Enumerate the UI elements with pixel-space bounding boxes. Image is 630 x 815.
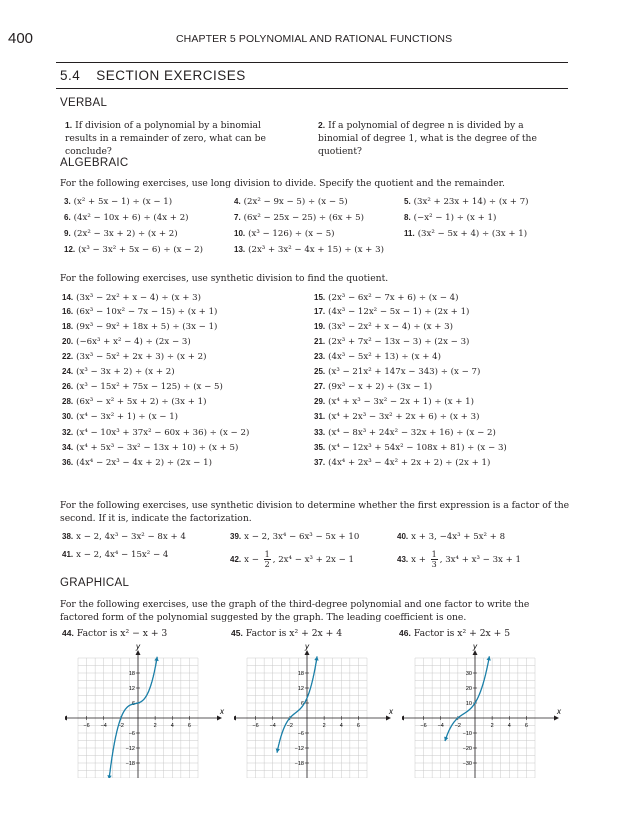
exercise-item (404, 213, 496, 223)
x-tick-label: 4 (170, 723, 174, 729)
exercise-expression: x + 3, −4x³ + 5x² + 8 (411, 532, 506, 542)
exercise-number: 41. (62, 550, 74, 559)
exercise-item (234, 229, 335, 239)
exercise-number: 37. (314, 458, 326, 467)
exercise-expression: , 2x⁴ − x³ + 2x − 1 (272, 555, 355, 565)
graph-factor-text: Factor is x² − x + 3 (76, 628, 168, 639)
exercise-item (62, 337, 191, 347)
exercise-number: 21. (314, 337, 326, 346)
exercise-number: 24. (62, 367, 74, 376)
section-top-rule (56, 62, 568, 63)
exercise-number: 43. (397, 555, 409, 564)
x-tick-label: 2 (490, 723, 494, 729)
exercise-expression: (9x³ − 9x² + 18x + 5) ÷ (3x − 1) (76, 322, 218, 332)
y-tick-label: −18 (125, 761, 135, 767)
x-axis-arrow (554, 716, 559, 721)
y-axis-label: y (136, 643, 140, 651)
exercise-expression: (4x³ − 5x² + 13) ÷ (x + 4) (328, 352, 441, 362)
exercise-expression: x + (411, 555, 429, 565)
graphical-instructions: For the following exercises, use the graph of the third-degree polynomial and one factor to write the factored form of the polynomial suggested by the graph. The leading coefficient is one. (60, 599, 530, 623)
y-tick-label: 12 (297, 686, 304, 692)
exercise-number: 16. (62, 307, 74, 316)
y-tick-label: −18 (294, 761, 304, 767)
fraction (264, 550, 271, 569)
exercise-expression: x − (244, 555, 262, 565)
exercise-expression: (x³ − 3x² + 5x − 6) ÷ (x − 2) (78, 245, 204, 255)
x-tick-label: −6 (420, 723, 427, 729)
polynomial-curve (445, 656, 489, 741)
y-axis-label: y (305, 643, 309, 651)
x-tick-label: −2 (454, 723, 461, 729)
exercise-expression: x − 2, 3x⁴ − 6x³ − 5x + 10 (244, 532, 360, 542)
running-header (176, 33, 452, 45)
y-tick-label: 20 (465, 686, 472, 692)
x-axis-arrow-left (402, 716, 404, 721)
synthetic-division-instructions: For the following exercises, use synthetic division to find the quotient. (60, 273, 389, 284)
exercise-item (64, 213, 189, 223)
exercise-expression: (9x³ − x + 2) ÷ (3x − 1) (328, 382, 433, 392)
y-tick-label: −12 (125, 746, 135, 752)
exercise-item (234, 245, 384, 255)
fraction-numerator: 1 (264, 550, 270, 559)
exercise-item (62, 550, 168, 560)
exercise-expression: (−6x³ + x² − 4) ÷ (2x − 3) (76, 337, 191, 347)
exercise-expression: (2x³ − 6x² − 7x + 6) ÷ (x − 4) (328, 293, 459, 303)
exercise-item (397, 532, 505, 542)
graph-factor-text: Factor is x² + 2x + 4 (245, 628, 343, 639)
chapter-title: POLYNOMIAL AND RATIONAL FUNCTIONS (238, 33, 453, 45)
exercise-number: 7. (234, 213, 241, 222)
question-number: 2. (318, 120, 326, 130)
exercise-item (62, 412, 178, 422)
question-1 (65, 119, 285, 158)
exercise-item (62, 458, 212, 468)
exercise-number: 29. (314, 397, 326, 406)
exercise-expression: x − 2, 4x⁴ − 15x² − 4 (76, 550, 169, 560)
long-division-instructions: For the following exercises, use long division to divide. Specify the quotient and the remainder. (60, 178, 505, 189)
y-tick-label: 6 (300, 701, 304, 707)
exercise-item (62, 382, 223, 392)
graph-factor-text: Factor is x² + 2x + 5 (413, 628, 511, 639)
exercise-number: 20. (62, 337, 74, 346)
exercise-number: 4. (234, 197, 241, 206)
exercise-expression: (4x⁴ + 2x³ − 4x² + 2x + 2) ÷ (2x + 1) (328, 458, 491, 468)
cubic-graph (65, 643, 225, 778)
x-tick-label: 6 (524, 723, 528, 729)
x-axis-arrow-left (234, 716, 236, 721)
exercise-number: 34. (62, 443, 74, 452)
section-number: 5.4 (60, 68, 81, 83)
exercise-expression: (3x³ − 2x² + x − 4) ÷ (x + 3) (328, 322, 454, 332)
y-tick-label: 18 (297, 671, 304, 677)
graph-title (62, 628, 167, 639)
exercise-expression: (x³ − 15x² + 75x − 125) ÷ (x − 5) (76, 382, 223, 392)
exercise-item (62, 367, 175, 377)
exercise-expression: (3x² − 5x + 4) ÷ (3x + 1) (417, 229, 528, 239)
exercise-item (234, 197, 348, 207)
exercise-expression: (2x² − 3x + 2) ÷ (x + 2) (73, 229, 178, 239)
x-tick-label: −6 (252, 723, 259, 729)
x-tick-label: 4 (339, 723, 343, 729)
exercise-number: 36. (62, 458, 74, 467)
fraction-denominator: 3 (431, 560, 437, 569)
y-tick-label: 30 (465, 671, 472, 677)
question-text: If a polynomial of degree n is divided by a binomial of degree 1, what is the degree of the quotient? (318, 120, 537, 157)
x-tick-label: −2 (117, 723, 124, 729)
exercise-number: 8. (404, 213, 411, 222)
x-axis-arrow (217, 716, 222, 721)
exercise-item (62, 352, 206, 362)
exercise-expression: (x² + 5x − 1) ÷ (x − 1) (73, 197, 173, 207)
graphical-heading: GRAPHICAL (60, 577, 130, 589)
x-tick-label: −4 (100, 723, 107, 729)
exercise-item (314, 367, 480, 377)
exercise-number: 5. (404, 197, 411, 206)
exercise-number: 30. (62, 412, 74, 421)
exercise-expression: (2x³ + 7x² − 13x − 3) ÷ (2x − 3) (328, 337, 470, 347)
exercise-expression: (4x² − 10x + 6) ÷ (4x + 2) (73, 213, 189, 223)
exercise-expression: (4x⁴ − 2x³ − 4x + 2) ÷ (2x − 1) (76, 458, 212, 468)
exercise-expression: (6x³ − 10x² − 7x − 15) ÷ (x + 1) (76, 307, 218, 317)
exercise-number: 46. (399, 628, 411, 638)
exercise-expression: (x⁴ − 3x² + 1) ÷ (x − 1) (76, 412, 179, 422)
exercise-expression: (x³ − 21x² + 147x − 343) ÷ (x − 7) (328, 367, 481, 377)
exercise-item (314, 443, 507, 453)
exercise-item (64, 245, 203, 255)
section-title (60, 68, 246, 83)
y-tick-label: −30 (462, 761, 472, 767)
curve-arrow-start (107, 775, 111, 778)
exercise-number: 10. (234, 229, 246, 238)
x-axis-arrow (386, 716, 391, 721)
section-name: SECTION EXERCISES (96, 68, 246, 83)
algebraic-heading: ALGEBRAIC (60, 157, 129, 169)
exercise-item (314, 382, 432, 392)
section-bottom-rule (56, 88, 568, 89)
exercise-item (314, 293, 458, 303)
x-tick-label: 2 (153, 723, 157, 729)
exercise-number: 11. (404, 229, 415, 238)
exercise-number: 15. (314, 293, 326, 302)
exercise-number: 39. (230, 532, 242, 541)
x-tick-label: 6 (356, 723, 360, 729)
exercise-number: 42. (230, 555, 242, 564)
y-tick-label: 6 (131, 701, 135, 707)
factor-instructions: For the following exercises, use synthetic division to determine whether the first expression is a factor of the second. If it is, indicate the factorization. (60, 500, 570, 524)
exercise-expression: (4x³ − 12x² − 5x − 1) ÷ (2x + 1) (328, 307, 470, 317)
exercise-item (314, 412, 479, 422)
x-tick-label: −6 (83, 723, 90, 729)
exercise-item (62, 307, 217, 317)
exercise-expression: (x⁴ − 12x³ + 54x² − 108x + 81) ÷ (x − 3) (328, 443, 507, 453)
y-tick-label: −6 (297, 731, 304, 737)
exercise-number: 27. (314, 382, 326, 391)
x-axis-label: x (220, 707, 224, 716)
exercise-number: 40. (397, 532, 409, 541)
exercise-item (234, 213, 364, 223)
x-axis-label: x (557, 707, 561, 716)
y-tick-label: 18 (128, 671, 135, 677)
cubic-graph (402, 643, 562, 778)
exercise-number: 19. (314, 322, 326, 331)
exercise-expression: (x⁴ − 8x³ + 24x² − 32x + 16) ÷ (x − 2) (328, 428, 496, 438)
exercise-expression: (6x³ − x² + 5x + 2) ÷ (3x + 1) (76, 397, 207, 407)
exercise-item (62, 532, 186, 542)
chapter-label: CHAPTER 5 (176, 33, 236, 45)
x-tick-label: −4 (269, 723, 276, 729)
exercise-item (314, 352, 441, 362)
exercise-item (62, 322, 217, 332)
y-tick-label: −10 (462, 731, 472, 737)
exercise-expression: (x⁴ − 10x³ + 37x² − 60x + 36) ÷ (x − 2) (76, 428, 250, 438)
exercise-number: 32. (62, 428, 74, 437)
exercise-number: 22. (62, 352, 74, 361)
exercise-expression: (x³ − 126) ÷ (x − 5) (248, 229, 335, 239)
exercise-number: 25. (314, 367, 326, 376)
exercise-expression: (x³ − 3x + 2) ÷ (x + 2) (76, 367, 175, 377)
exercise-number: 14. (62, 293, 74, 302)
x-tick-label: −2 (286, 723, 293, 729)
x-tick-label: 4 (507, 723, 511, 729)
x-tick-label: −4 (437, 723, 444, 729)
exercise-item (314, 428, 496, 438)
exercise-item (64, 197, 172, 207)
x-tick-label: 2 (322, 723, 326, 729)
exercise-item (62, 428, 249, 438)
x-axis-arrow-left (65, 716, 67, 721)
exercise-number: 6. (64, 213, 71, 222)
verbal-heading: VERBAL (60, 97, 108, 109)
exercise-item (62, 293, 201, 303)
y-tick-label: −6 (128, 731, 135, 737)
exercise-number: 33. (314, 428, 326, 437)
y-tick-label: 10 (465, 701, 472, 707)
exercise-item (230, 550, 354, 569)
exercise-expression: (2x² − 9x − 5) ÷ (x − 5) (243, 197, 348, 207)
exercise-number: 13. (234, 245, 246, 254)
fraction-numerator: 1 (431, 550, 437, 559)
x-axis-label: x (389, 707, 393, 716)
exercise-expression: x − 2, 4x³ − 3x² − 8x + 4 (76, 532, 186, 542)
y-tick-label: −20 (462, 746, 472, 752)
x-tick-label: 6 (187, 723, 191, 729)
exercise-number: 3. (64, 197, 71, 206)
exercise-item (397, 550, 521, 569)
exercise-item (404, 229, 527, 239)
exercise-item (314, 397, 474, 407)
exercise-expression: (2x³ + 3x² − 4x + 15) ÷ (x + 3) (248, 245, 384, 255)
question-text: If division of a polynomial by a binomial results in a remainder of zero, what can be conclude? (65, 120, 266, 157)
exercise-item (314, 458, 490, 468)
exercise-number: 12. (64, 245, 76, 254)
exercise-expression: (6x² − 25x − 25) ÷ (6x + 5) (243, 213, 364, 223)
exercise-expression: , 3x⁴ + x³ − 3x + 1 (439, 555, 522, 565)
exercise-number: 45. (231, 628, 243, 638)
exercise-number: 23. (314, 352, 326, 361)
exercise-number: 44. (62, 628, 74, 638)
fraction-denominator: 2 (264, 560, 270, 569)
exercise-number: 17. (314, 307, 326, 316)
exercise-item (62, 443, 238, 453)
exercise-number: 26. (62, 382, 74, 391)
exercise-expression: (3x³ − 5x² + 2x + 3) ÷ (x + 2) (76, 352, 207, 362)
exercise-number: 31. (314, 412, 326, 421)
exercise-expression: (x⁴ + 2x³ − 3x² + 2x + 6) ÷ (x + 3) (328, 412, 480, 422)
exercise-expression: (3x² + 23x + 14) ÷ (x + 7) (413, 197, 529, 207)
y-axis-label: y (473, 643, 477, 651)
y-tick-label: 12 (128, 686, 135, 692)
exercise-expression: (x⁴ + 5x³ − 3x² − 13x + 10) ÷ (x + 5) (76, 443, 239, 453)
exercise-item (230, 532, 359, 542)
exercise-item (62, 397, 206, 407)
page-number: 400 (8, 30, 34, 47)
exercise-expression: (x⁴ + x³ − 3x² − 2x + 1) ÷ (x + 1) (328, 397, 474, 407)
exercise-number: 28. (62, 397, 74, 406)
y-tick-label: −12 (294, 746, 304, 752)
exercise-item (314, 322, 453, 332)
question-number: 1. (65, 120, 73, 130)
graph-title (231, 628, 342, 639)
exercise-number: 18. (62, 322, 74, 331)
exercise-item (404, 197, 529, 207)
exercise-item (314, 307, 469, 317)
exercise-item (314, 337, 469, 347)
fraction (431, 550, 438, 569)
exercise-expression: (−x² − 1) ÷ (x + 1) (413, 213, 497, 223)
graph-title (399, 628, 510, 639)
cubic-graph (234, 643, 394, 778)
exercise-item (64, 229, 178, 239)
exercise-number: 38. (62, 532, 74, 541)
question-2 (318, 119, 553, 158)
exercise-number: 35. (314, 443, 326, 452)
exercise-number: 9. (64, 229, 71, 238)
exercise-expression: (3x³ − 2x² + x − 4) ÷ (x + 3) (76, 293, 202, 303)
